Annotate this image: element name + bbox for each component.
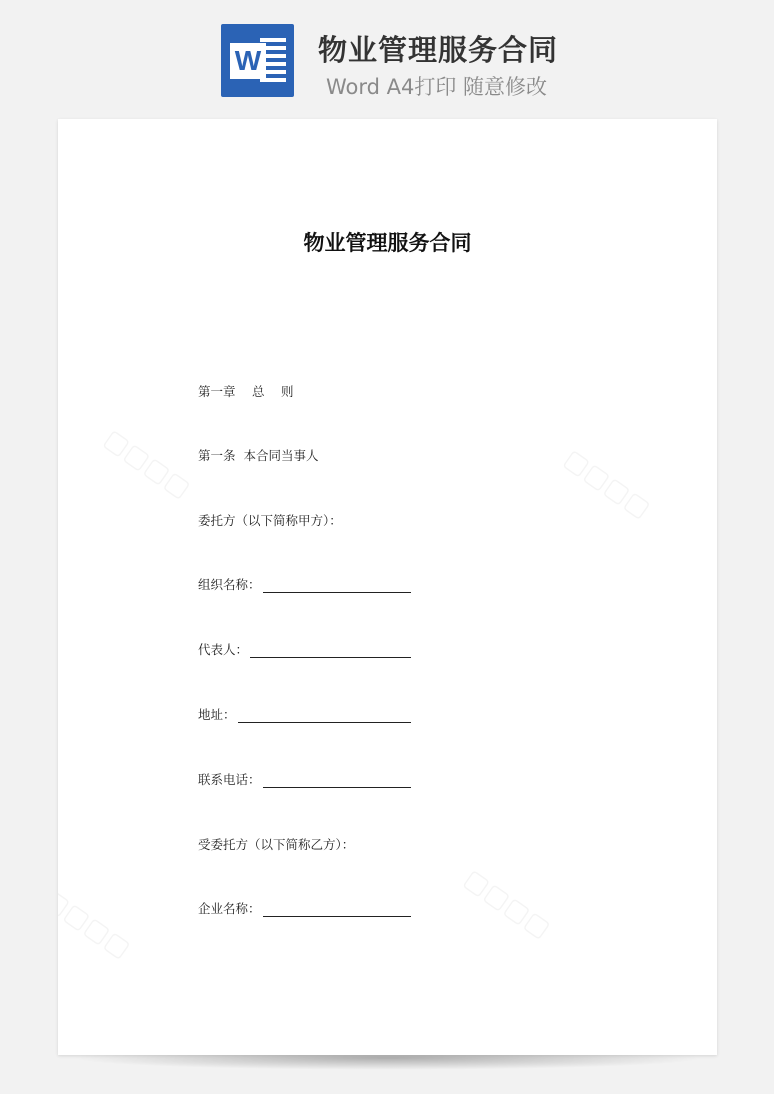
watermark-decoration (98, 424, 196, 505)
representative-blank-field[interactable] (250, 645, 411, 658)
phone-row (198, 770, 411, 788)
header-title: 物业管理服务合同 (318, 33, 559, 67)
party-a-heading (198, 511, 342, 529)
party-b-heading (198, 835, 354, 853)
watermark-decoration (58, 884, 136, 965)
phone-label: 联系电话： (198, 772, 261, 787)
word-letter: W (230, 43, 266, 79)
article-text: 第一条 本合同当事人 (198, 448, 319, 463)
watermark-decoration (458, 864, 556, 945)
article-heading (198, 446, 318, 464)
phone-blank-field[interactable] (263, 775, 411, 788)
org-name-label: 组织名称： (198, 577, 261, 592)
company-name-row (198, 899, 411, 917)
party-b-text: 受委托方（以下简称乙方）： (198, 837, 355, 852)
company-name-blank-field[interactable] (263, 904, 411, 917)
representative-row (198, 640, 411, 658)
word-logo-icon (221, 24, 294, 97)
party-a-text: 委托方（以下简称甲方）： (198, 513, 342, 528)
org-name-row (198, 575, 411, 593)
chapter-text: 第一章 总 则 (198, 384, 294, 399)
watermark-decoration (558, 444, 656, 525)
representative-label: 代表人： (198, 642, 249, 657)
document-title: 物业管理服务合同 (303, 231, 472, 255)
header-subtitle: Word A4打印 随意修改 (326, 75, 548, 99)
document-page (58, 119, 717, 1055)
company-name-label: 企业名称： (198, 901, 261, 916)
chapter-heading (198, 382, 293, 400)
address-blank-field[interactable] (238, 710, 411, 723)
address-label: 地址： (198, 707, 236, 722)
org-name-blank-field[interactable] (263, 580, 411, 593)
address-row (198, 705, 411, 723)
